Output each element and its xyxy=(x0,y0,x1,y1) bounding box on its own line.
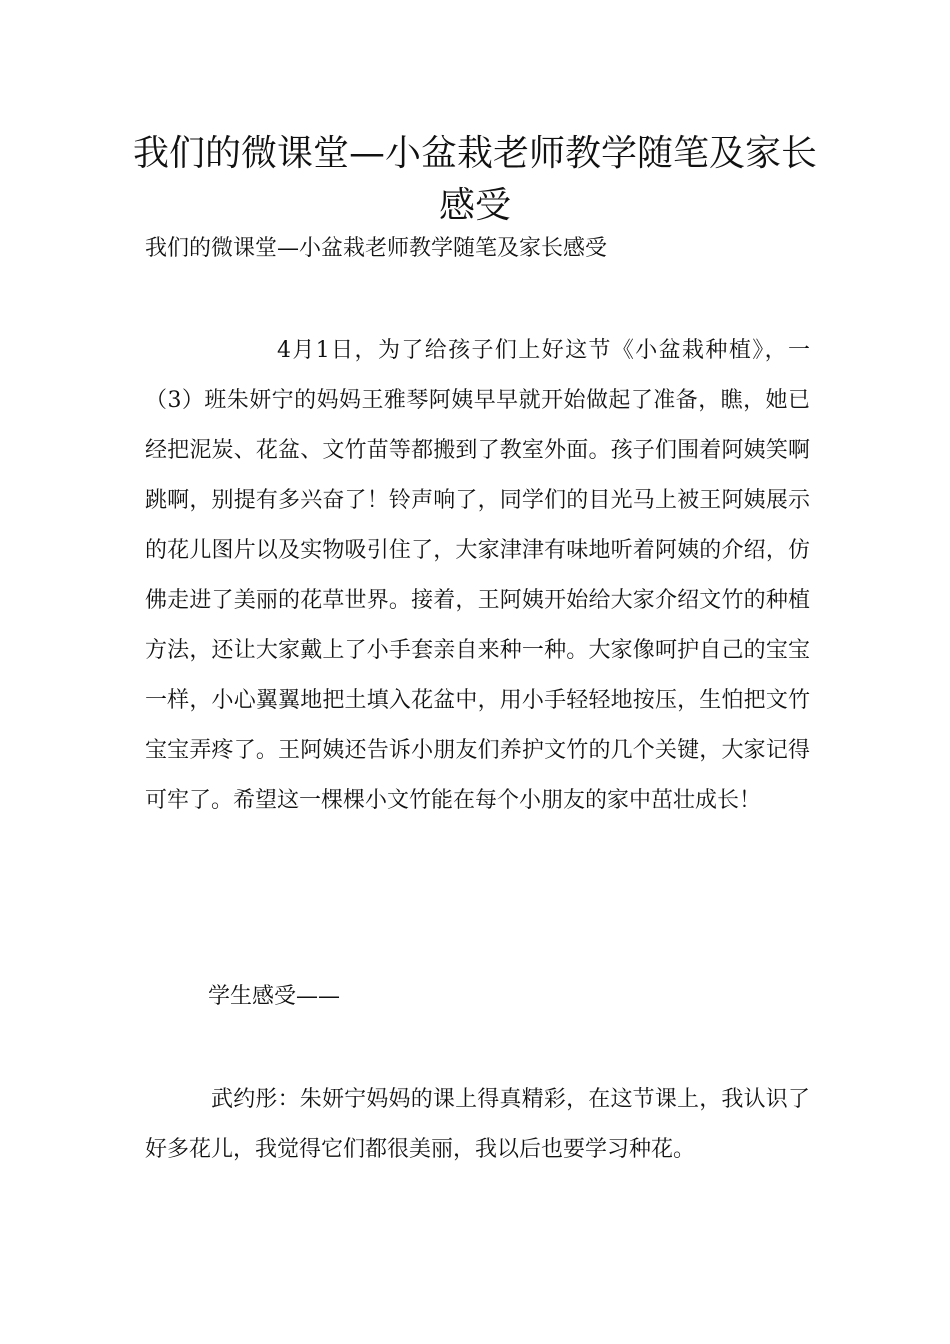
intro-paragraph: 4月1日，为了给孩子们上好这节《小盆栽种植》，一（3）班朱妍宁的妈妈王雅琴阿姨早早就开始做起了准备，瞧，她已经把泥炭、花盆、文竹苗等都搬到了教室外面。孩子们围着阿姨笑啊跳啊，别提有多兴奋了！铃声响了，同学们的目光马上被王阿姨展示的花儿图片以及实物吸引住了，大家津津有味地听着阿姨的介绍，仿佛走进了美丽的花草世界。接着，王阿姨开始给大家介绍文竹的种植方法，还让大家戴上了小手套亲自来种一种。大家像呵护自己的宝宝一样，小心翼翼地把土填入花盆中，用小手轻轻地按压，生怕把文竹宝宝弄疼了。王阿姨还告诉小朋友们养护文竹的几个关键，大家记得可牢了。希望这一棵棵小文竹能在每个小朋友的家中茁壮成长！ xyxy=(145,338,810,813)
document-title: 我们的微课堂—小盆栽老师教学随笔及家长感受 xyxy=(132,133,817,226)
student-feedback-heading: 学生感受—— xyxy=(208,984,341,1009)
student-feedback-paragraph: 武约彤：朱妍宁妈妈的课上得真精彩，在这节课上，我认识了好多花儿，我觉得它们都很美丽，我以后也要学习种花。 xyxy=(145,1087,810,1162)
document-subtitle: 我们的微课堂—小盆栽老师教学随笔及家长感受 xyxy=(145,236,608,261)
